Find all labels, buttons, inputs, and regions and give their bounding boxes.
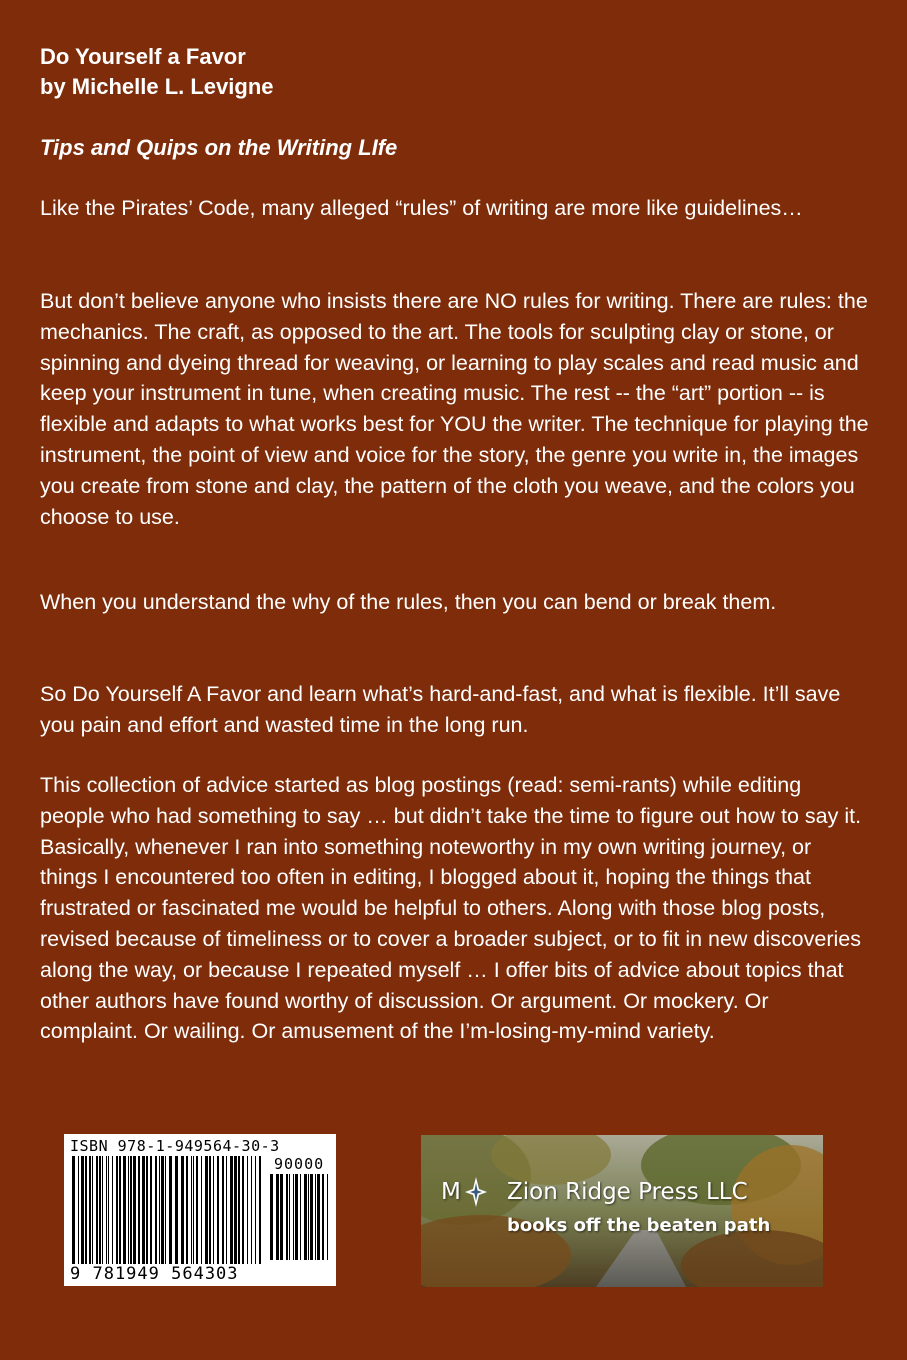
barcode-bar bbox=[159, 1156, 160, 1264]
barcode-bar bbox=[196, 1156, 198, 1264]
barcode-bar bbox=[270, 1174, 273, 1260]
barcode-bar bbox=[295, 1174, 298, 1260]
barcode-bar bbox=[96, 1156, 98, 1264]
barcode-bar bbox=[222, 1156, 224, 1264]
barcode-bar bbox=[146, 1156, 148, 1264]
barcode-bar bbox=[142, 1156, 145, 1264]
barcode-bar bbox=[276, 1174, 279, 1260]
compass-star-icon bbox=[465, 1177, 487, 1207]
barcode-bar bbox=[238, 1156, 240, 1264]
book-subtitle: Tips and Quips on the Writing LIfe bbox=[40, 135, 398, 160]
barcode-bar bbox=[128, 1156, 129, 1264]
ean-barcode-bars bbox=[72, 1156, 262, 1264]
barcode-bar bbox=[191, 1156, 192, 1264]
barcode-bar bbox=[242, 1156, 244, 1264]
book-title: Do Yourself a Favor bbox=[40, 44, 246, 69]
barcode-bar bbox=[99, 1156, 101, 1264]
barcode-bar bbox=[123, 1156, 126, 1264]
barcode-bar bbox=[230, 1156, 233, 1264]
barcode-bar bbox=[209, 1156, 211, 1264]
barcode-bar bbox=[251, 1156, 252, 1264]
barcode-bar bbox=[138, 1156, 140, 1264]
barcode-bar bbox=[112, 1156, 113, 1264]
barcode-bar bbox=[259, 1156, 261, 1264]
barcode-bar bbox=[286, 1174, 288, 1260]
barcode-bar bbox=[304, 1174, 307, 1260]
barcode-bar bbox=[150, 1156, 152, 1264]
blurb-paragraph-3: When you understand the why of the rules, then you can bend or break them. bbox=[40, 590, 777, 614]
publisher-tagline: books off the beaten path bbox=[507, 1215, 771, 1236]
barcode-bar bbox=[317, 1174, 320, 1260]
barcode-bar bbox=[165, 1156, 166, 1264]
barcode-bar bbox=[310, 1174, 313, 1260]
barcode-bar bbox=[226, 1156, 227, 1264]
barcode-bar bbox=[119, 1156, 121, 1264]
barcode-bar bbox=[300, 1174, 301, 1260]
barcode-bar bbox=[133, 1156, 136, 1264]
barcode-bar bbox=[116, 1156, 118, 1264]
barcode-bar bbox=[130, 1156, 132, 1264]
blurb-paragraph-2: But don’t believe anyone who insists there are NO rules for writing. There are rules: the mechanics. The craft, as opposed to the art. The tools for sculpting clay or stone, or spinning and dyeing thread for weaving, or learning to play scales and read music and keep your instrument in tune, when creating music. The rest -- the “art” portion -- is flexible and adapts to what works best for YOU the writer. The technique for playing the instrument, the point of view and voice for the story, the genre you write in, the images you create from stone and clay, the pattern of the cloth you weave, and the colors you choose to use. bbox=[40, 289, 869, 529]
barcode-bar bbox=[322, 1174, 324, 1260]
barcode-bar bbox=[289, 1174, 290, 1260]
barcode-bar bbox=[193, 1156, 194, 1264]
barcode-bar bbox=[106, 1156, 107, 1264]
forest-road-image bbox=[421, 1135, 823, 1287]
publisher-name: Zion Ridge Press LLC bbox=[507, 1179, 748, 1205]
publisher-logo-letter: M bbox=[441, 1179, 461, 1205]
barcode-bar bbox=[213, 1156, 214, 1264]
barcode-bar bbox=[175, 1156, 178, 1264]
ean-digits: 9 781949 564303 bbox=[70, 1264, 239, 1284]
blurb-paragraph-4: So Do Yourself A Favor and learn what’s hard-and-fast, and what is flexible. It’ll save you pain and effort and wasted time in the long run. bbox=[40, 682, 841, 737]
barcode-bar bbox=[169, 1156, 172, 1264]
barcode-bar bbox=[255, 1156, 256, 1264]
price-barcode-bars bbox=[270, 1174, 330, 1260]
barcode-bar bbox=[72, 1156, 75, 1264]
barcode-bar bbox=[155, 1156, 157, 1264]
barcode-bar bbox=[308, 1174, 309, 1260]
blurb-paragraph-1: Like the Pirates’ Code, many alleged “rules” of writing are more like guidelines… bbox=[40, 196, 803, 220]
barcode-bar bbox=[205, 1156, 208, 1264]
book-author: by Michelle L. Levigne bbox=[40, 74, 274, 99]
barcode-bar bbox=[234, 1156, 237, 1264]
barcode-bar bbox=[201, 1156, 202, 1264]
barcode-bar bbox=[81, 1156, 84, 1264]
barcode-bar bbox=[89, 1156, 91, 1264]
barcode-bar bbox=[108, 1156, 109, 1264]
barcode-bar bbox=[186, 1156, 188, 1264]
barcode-bar bbox=[217, 1156, 219, 1264]
barcode-bar bbox=[280, 1174, 283, 1260]
isbn-text: ISBN 978-1-949564-30-3 bbox=[70, 1137, 280, 1155]
barcode-bar bbox=[293, 1174, 294, 1260]
price-code: 90000 bbox=[274, 1155, 325, 1173]
barcode-bar bbox=[78, 1156, 79, 1264]
barcode-bar bbox=[102, 1156, 103, 1264]
barcode-bar bbox=[327, 1174, 328, 1260]
barcode-bar bbox=[315, 1174, 316, 1260]
blurb-paragraph-5: This collection of advice started as blog postings (read: semi-rants) while editing people who had something to say … but didn’t take the time to figure out how to say it. Basically, whenever I ran into something noteworthy in my own writing journey, or things I encountered too often in editing, I blogged about it, hoping the things that frustrated or fascinated me would be helpful to others. Along with those blog posts, revised because of timeliness or to cover a broader subject, or to fit in new discoveries along the way, or because I repeated myself … I offer bits of advice about topics that other authors have found worthy of discussion. Or argument. Or mockery. Or complaint. Or wailing. Or amusement of the I’m-losing-my-mind variety. bbox=[40, 773, 862, 1044]
barcode-bar bbox=[247, 1156, 248, 1264]
barcode-bar bbox=[161, 1156, 164, 1264]
book-title-block bbox=[40, 42, 870, 102]
barcode-bar bbox=[92, 1156, 93, 1264]
barcode-bar bbox=[85, 1156, 87, 1264]
barcode-bar bbox=[181, 1156, 184, 1264]
isbn-barcode bbox=[64, 1134, 336, 1286]
publisher-logo bbox=[421, 1135, 823, 1287]
